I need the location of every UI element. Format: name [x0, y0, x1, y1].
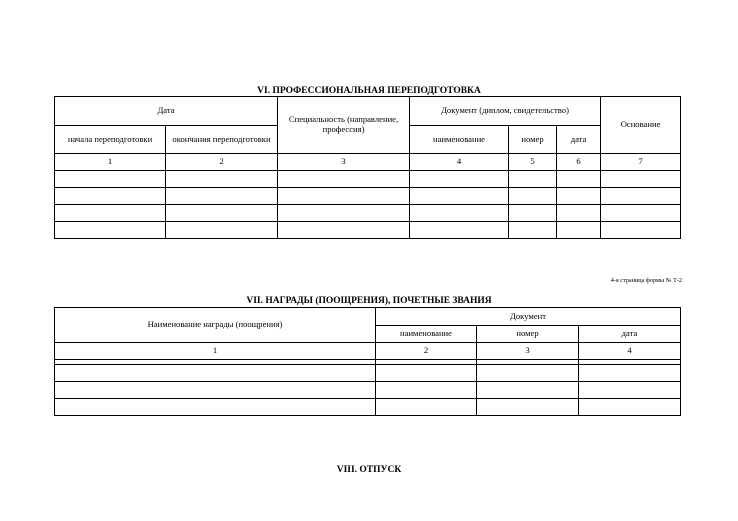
- table-cell[interactable]: [579, 382, 681, 399]
- table-cell[interactable]: [557, 188, 601, 205]
- table-cell[interactable]: [477, 399, 579, 416]
- table-cell[interactable]: [410, 222, 509, 239]
- header-doc-date: дата: [557, 126, 601, 154]
- table-cell[interactable]: [55, 382, 376, 399]
- section6-title: VI. ПРОФЕССИОНАЛЬНАЯ ПЕРЕПОДГОТОВКА: [257, 86, 481, 96]
- header-doc-name: наименование: [410, 126, 509, 154]
- section7-title: VII. НАГРАДЫ (ПООЩРЕНИЯ), ПОЧЕТНЫЕ ЗВАНИЯ: [246, 296, 492, 306]
- table-row: [55, 188, 681, 205]
- table-cell[interactable]: [55, 399, 376, 416]
- header-date: Дата: [55, 97, 278, 126]
- table-row: [55, 365, 681, 382]
- header-date-end: окончания переподготовки: [166, 126, 278, 154]
- table-cell[interactable]: [278, 188, 410, 205]
- table-cell[interactable]: [55, 365, 376, 382]
- table-cell[interactable]: [579, 365, 681, 382]
- column-number: 6: [557, 154, 601, 171]
- awards-table: [54, 307, 681, 416]
- table-cell[interactable]: [509, 171, 557, 188]
- table-cell[interactable]: [601, 171, 681, 188]
- column-number: 1: [55, 343, 376, 360]
- table-cell[interactable]: [410, 171, 509, 188]
- table-cell[interactable]: [477, 382, 579, 399]
- table-cell[interactable]: [166, 205, 278, 222]
- table-cell[interactable]: [509, 188, 557, 205]
- table-cell[interactable]: [410, 188, 509, 205]
- column-number: 3: [278, 154, 410, 171]
- table-cell[interactable]: [601, 222, 681, 239]
- table-cell[interactable]: [376, 365, 477, 382]
- column-number: 1: [55, 154, 166, 171]
- table-cell[interactable]: [376, 399, 477, 416]
- table-cell[interactable]: [557, 222, 601, 239]
- table-cell[interactable]: [601, 188, 681, 205]
- column-number-row: [55, 343, 681, 360]
- header-doc-date: дата: [579, 326, 681, 343]
- table-cell[interactable]: [166, 222, 278, 239]
- retraining-table: [54, 96, 681, 239]
- table-cell[interactable]: [509, 222, 557, 239]
- table-cell[interactable]: [166, 171, 278, 188]
- header-basis: Основание: [601, 97, 681, 154]
- header-award-name: Наименование награды (поощрения): [55, 308, 376, 343]
- table-cell[interactable]: [55, 222, 166, 239]
- table-cell[interactable]: [509, 205, 557, 222]
- table-row: [55, 222, 681, 239]
- header-specialty: Специальность (направление, профессия): [278, 97, 410, 154]
- column-number-row: [55, 154, 681, 171]
- table-row: [55, 205, 681, 222]
- column-number: 2: [166, 154, 278, 171]
- table-cell[interactable]: [410, 205, 509, 222]
- table-row: [55, 382, 681, 399]
- header-doc-number: номер: [509, 126, 557, 154]
- header-document: Документ (диплом, свидетельство): [410, 97, 601, 126]
- table-cell[interactable]: [601, 205, 681, 222]
- table-row: [55, 399, 681, 416]
- header-doc-number: номер: [477, 326, 579, 343]
- table-cell[interactable]: [557, 171, 601, 188]
- table-cell[interactable]: [557, 205, 601, 222]
- header-document: Документ: [376, 308, 681, 326]
- column-number: 3: [477, 343, 579, 360]
- table-cell[interactable]: [55, 188, 166, 205]
- table-cell[interactable]: [55, 171, 166, 188]
- table-cell[interactable]: [55, 205, 166, 222]
- header-doc-name: наименование: [376, 326, 477, 343]
- column-number: 2: [376, 343, 477, 360]
- table-cell[interactable]: [278, 171, 410, 188]
- table-cell[interactable]: [278, 205, 410, 222]
- column-number: 7: [601, 154, 681, 171]
- table-row: [55, 171, 681, 188]
- page-note: 4-я страница формы № Т-2: [610, 277, 682, 284]
- header-date-start: начала переподготовки: [55, 126, 166, 154]
- table-cell[interactable]: [376, 382, 477, 399]
- column-number: 5: [509, 154, 557, 171]
- table-cell[interactable]: [278, 222, 410, 239]
- section8-title: VIII. ОТПУСК: [336, 465, 402, 475]
- table-cell[interactable]: [579, 399, 681, 416]
- table-cell[interactable]: [477, 365, 579, 382]
- column-number: 4: [410, 154, 509, 171]
- column-number: 4: [579, 343, 681, 360]
- table-cell[interactable]: [166, 188, 278, 205]
